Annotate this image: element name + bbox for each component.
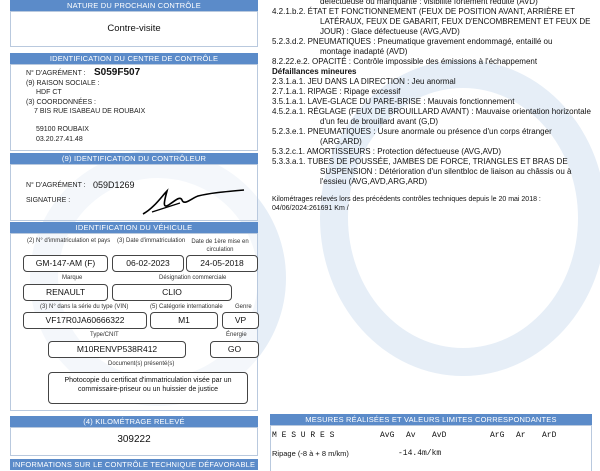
defect-line: (ARG,ARD)	[320, 137, 362, 146]
defect-line: JOUR) : Glace défectueuse (AVG,AVD)	[320, 27, 460, 36]
vehicle-vin-label: (3) N° dans la série du type (VIN)	[40, 304, 129, 310]
center-city: 59100 ROUBAIX	[36, 126, 89, 133]
defect-line: 2.7.1.a.1. RIPAGE : Ripage excessif	[272, 87, 401, 96]
defect-line: d'un feu de brouillard avant (G,D)	[320, 117, 439, 126]
defect-line: défectueuse ou manquante : visibilité fortement réduite (AVD)	[320, 0, 538, 6]
controller-signature	[140, 186, 250, 218]
minor-defects-title: Défaillances mineures	[272, 67, 357, 76]
defect-line: 5.2.3.e.1. PNEUMATIQUES : Usure anormale ou présence d'un corps étranger	[272, 127, 552, 136]
defect-line: 8.2.22.e.2. OPACITÉ : Contrôle impossible des émissions à l'échappement	[272, 57, 538, 66]
vehicle-first-circ-field: 24-05-2018	[186, 255, 258, 272]
vehicle-marque-label: Marque	[62, 275, 83, 281]
mileage-value: 309222	[117, 434, 151, 445]
vehicle-designation-label: Désignation commerciale	[159, 275, 227, 281]
center-coord-label: (3) COORDONNÉES :	[26, 99, 97, 106]
defect-line: LATÉRAUX, FEUX DE GABARIT, FEUX D'ENCOMBREMENT ET FEUX DE	[320, 17, 591, 26]
vehicle-type-label: Type/CNIT	[90, 332, 119, 338]
section-header-mileage: (4) KILOMÉTRAGE RELEVÉ	[10, 416, 258, 427]
ripage-label: Ripage (-8 à + 8 m/km)	[272, 449, 349, 458]
vehicle-genre-field: VP	[222, 312, 259, 329]
measures-col-avd: AvD	[432, 431, 447, 440]
vehicle-marque-field: RENAULT	[23, 284, 108, 301]
center-phone: 03.20.27.41.48	[36, 136, 83, 143]
vehicle-designation-field: CLIO	[112, 284, 232, 301]
defect-line: montage inadapté (AVD)	[320, 47, 408, 56]
section-header-measures: MESURES RÉALISÉES ET VALEURS LIMITES CORRESPONDANTES	[270, 414, 592, 425]
section-header-controller: (9) IDENTIFICATION DU CONTRÔLEUR	[10, 153, 258, 164]
defect-line: 4.5.2.a.1. RÉGLAGE (FEUX DE BROUILLARD AVANT) : Mauvaise orientation horizontale	[272, 107, 591, 116]
controller-agrement-label: N° D'AGRÉMENT :	[26, 182, 86, 189]
defect-line: 5.3.2.c.1. AMORTISSEURS : Protection défectueuse (AVG,AVD)	[272, 147, 501, 156]
center-agrement-value: S059F507	[94, 67, 141, 78]
measures-col-av: Av	[406, 431, 416, 440]
center-raison-value: HDF CT	[36, 89, 62, 96]
measures-col-arg: ArG	[490, 431, 505, 440]
controller-agrement-value: 059D1269	[93, 180, 135, 190]
vehicle-category-label: (5) Catégorie internationale	[150, 304, 223, 310]
measures-title: M E S U R E S	[272, 431, 335, 440]
defect-line: 5.2.3.d.2. PNEUMATIQUES : Pneumatique gravement endommagé, entaillé ou	[272, 37, 553, 46]
section-header-next-control: NATURE DU PROCHAIN CONTRÔLE	[10, 0, 258, 11]
center-address: 7 BIS RUE ISABEAU DE ROUBAIX	[34, 108, 146, 115]
controller-signature-label: SIGNATURE :	[26, 197, 71, 204]
vehicle-type-field: M10RENVP538R412	[48, 341, 186, 358]
section-header-vehicle: IDENTIFICATION DU VÉHICULE	[10, 222, 258, 233]
vehicle-immat-field: GM-147-AM (F)	[23, 255, 108, 272]
measures-col-ard: ArD	[542, 431, 557, 440]
measures-col-avg: AvG	[380, 431, 395, 440]
section-header-center: IDENTIFICATION DU CENTRE DE CONTRÔLE	[10, 53, 258, 64]
section-header-unfavorable: INFORMATIONS SUR LE CONTRÔLE TECHNIQUE DÉFAVORABLE	[10, 459, 258, 470]
next-control-value: Contre-visite	[107, 23, 161, 34]
measures-col-ar: Ar	[516, 431, 526, 440]
defect-line: 3.5.1.a.1. LAVE-GLACE DU PARE-BRISE : Mauvais fonctionnement	[272, 97, 515, 106]
vehicle-energie-label: Énergie	[226, 332, 247, 338]
vehicle-category-field: M1	[150, 312, 218, 329]
vehicle-date-immat-label: (3) Date d'immatriculation	[117, 238, 186, 244]
vehicle-vin-field: VF17R0JA60666322	[23, 312, 147, 329]
ripage-value: -14.4m/km	[398, 449, 442, 458]
defect-line: l'essieu (AVG,AVD,ARG,ARD)	[320, 177, 428, 186]
vehicle-documents-label: Document(s) présenté(s)	[108, 361, 175, 367]
defect-line: SUSPENSION : Détérioration d'un silentbloc de liaison au châssis ou à	[320, 167, 572, 176]
defect-line: 4.2.1.b.2. ÉTAT ET FONCTIONNEMENT (FEUX DE POSITION AVANT, ARRIÈRE ET	[272, 7, 576, 16]
center-raison-label: (9) RAISON SOCIALE :	[26, 80, 100, 87]
vehicle-documents-field: Photocopie du certificat d'immatriculation visée par un commissaire-priseur ou un huissier de justice	[48, 372, 248, 404]
center-agrement-label: N° D'AGRÉMENT :	[26, 70, 86, 77]
vehicle-genre-label: Genre	[235, 304, 252, 310]
defect-line: 2.3.1.a.1. JEU DANS LA DIRECTION : Jeu anormal	[272, 77, 456, 86]
previous-km-note: Kilométrages relevés lors des précédents contrôles techniques depuis le 20 mai 2018 : 04/06/2024:261691 Km /	[272, 196, 541, 212]
vehicle-date-immat-field: 06-02-2023	[112, 255, 184, 272]
defect-line: 5.3.3.a.1. TUBES DE POUSSÉE, JAMBES DE FORCE, TRIANGLES ET BRAS DE	[272, 157, 568, 166]
vehicle-first-circ-label: Date de 1ère mise en circulation	[191, 239, 249, 253]
vehicle-energie-field: GO	[210, 341, 259, 358]
vehicle-immat-label: (2) N° d'immatriculation et pays	[27, 238, 111, 244]
